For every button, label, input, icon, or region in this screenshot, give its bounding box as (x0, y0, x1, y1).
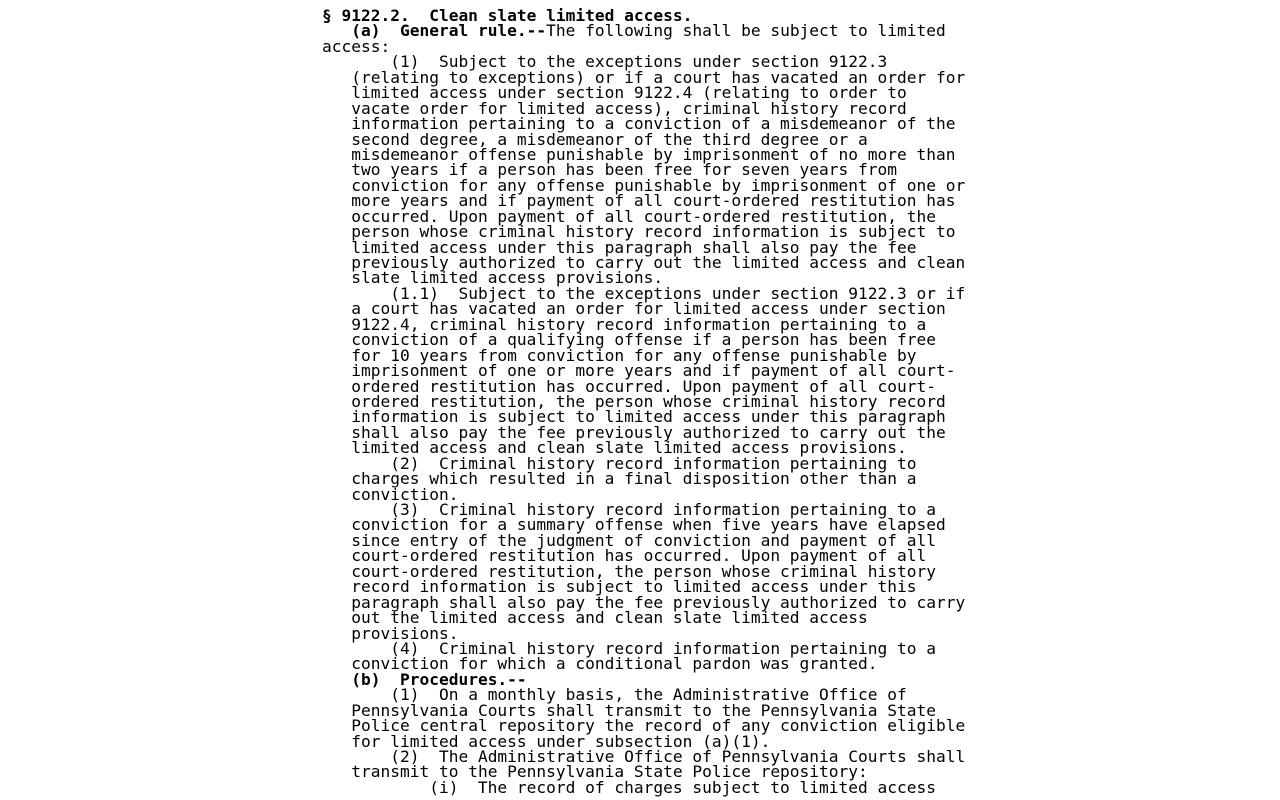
para-1-line: second degree, a misdemeanor of the third degree or a (351, 129, 868, 149)
para-3-line: since entry of the judgment of conviction and payment of all (351, 530, 936, 550)
para-1-1-line: for 10 years from conviction for any offense punishable by (351, 345, 917, 365)
para-3-line: court-ordered restitution, the person whose criminal history (351, 561, 936, 581)
para-b1-line: for limited access under subsection (a)(1). (351, 731, 771, 751)
para-1-line: misdemeanor offense punishable by imprisonment of no more than (351, 144, 956, 164)
subsection-a-lead: The following shall be subject to limited (546, 21, 946, 41)
statute-document (322, 8, 965, 795)
para-1-line: limited access under section 9122.4 (relating to order to (351, 83, 907, 103)
para-4-line: (4) Criminal history record information pertaining to a (390, 638, 936, 658)
para-1-line: (relating to exceptions) or if a court has vacated an order for (351, 67, 966, 87)
para-1-line: information pertaining to a conviction of a misdemeanor of the (351, 114, 956, 134)
para-b2-i-line: (i) The record of charges subject to limited access (429, 777, 936, 797)
para-1-line: occurred. Upon payment of all court-ordered restitution, the (351, 206, 936, 226)
para-3-line: out the limited access and clean slate limited access (351, 608, 868, 628)
para-b1-line: Police central repository the record of any conviction eligible (351, 716, 966, 736)
para-1-1-line: ordered restitution has occurred. Upon payment of all court- (351, 376, 936, 396)
subsection-b-label: (b) Procedures.-- (351, 669, 527, 689)
para-1-line: slate limited access provisions. (351, 268, 664, 288)
para-2-line: (2) Criminal history record information pertaining to (390, 453, 917, 473)
para-1-1-line: shall also pay the fee previously authorized to carry out the (351, 422, 946, 442)
subsection-a-label: (a) General rule.-- (351, 21, 547, 41)
para-1-line: previously authorized to carry out the limited access and clean (351, 253, 966, 272)
para-3-line: record information is subject to limited access under this (351, 577, 917, 597)
para-b2-line: (2) The Administrative Office of Pennsylvania Courts shall (390, 747, 966, 766)
para-1-1-line: a court has vacated an order for limited access under section (351, 299, 946, 319)
para-1-line: more years and if payment of all court-ordered restitution has (351, 191, 956, 211)
para-1-1-line: limited access and clean slate limited access provisions. (351, 438, 907, 458)
para-1-line: (1) Subject to the exceptions under section 9122.3 (390, 52, 888, 72)
para-3-line: paragraph shall also pay the fee previously authorized to carry (351, 592, 966, 612)
para-1-1-line: imprisonment of one or more years and if payment of all court- (351, 361, 956, 381)
para-1-1-line: (1.1) Subject to the exceptions under section 9122.3 or if (390, 283, 966, 303)
para-3-line: provisions. (351, 623, 459, 643)
para-1-1-line: 9122.4, criminal history record information pertaining to a (351, 314, 927, 334)
para-3-line: conviction for a summary offense when five years have elapsed (351, 515, 946, 535)
para-1-1-line: information is subject to limited access under this paragraph (351, 407, 946, 427)
para-3-line: (3) Criminal history record information pertaining to a (390, 500, 936, 519)
para-4-line: conviction for which a conditional pardon was granted. (351, 654, 878, 674)
para-b1-line: (1) On a monthly basis, the Administrative Office of (390, 685, 907, 705)
para-1-line: vacate order for limited access), criminal history record (351, 98, 907, 118)
para-1-1-line: conviction of a qualifying offense if a person has been free (351, 330, 936, 350)
para-1-line: person whose criminal history record information is subject to (351, 222, 956, 242)
para-2-line: conviction. (351, 484, 459, 504)
section-heading: § 9122.2. Clean slate limited access. (322, 6, 693, 25)
para-b1-line: Pennsylvania Courts shall transmit to the Pennsylvania State (351, 700, 936, 720)
para-1-line: limited access under this paragraph shall also pay the fee (351, 237, 917, 257)
para-1-line: two years if a person has been free for seven years from (351, 160, 898, 180)
subsection-a-line (322, 21, 965, 41)
subsection-a-lead-cont: access: (322, 36, 391, 56)
para-1-1-line: ordered restitution, the person whose criminal history record (351, 391, 946, 411)
para-2-line: charges which resulted in a final disposition other than a (351, 469, 917, 489)
para-1-line: conviction for any offense punishable by imprisonment of one or (351, 175, 966, 195)
para-b2-line: transmit to the Pennsylvania State Police repository: (351, 762, 868, 782)
para-3-line: court-ordered restitution has occurred. Upon payment of all (351, 546, 927, 566)
